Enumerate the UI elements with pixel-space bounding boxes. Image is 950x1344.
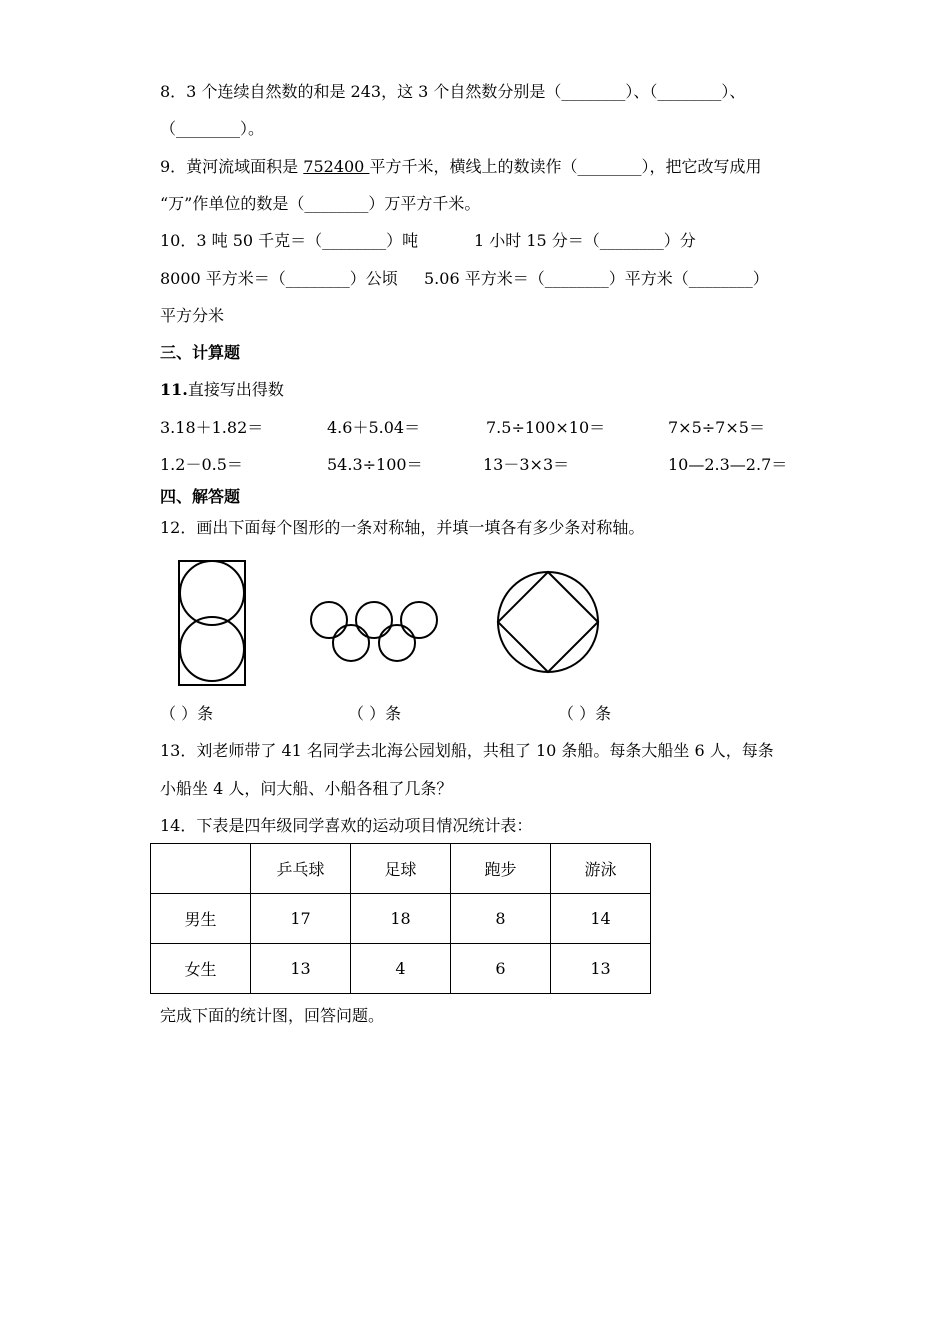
table-cell: 4	[351, 944, 451, 994]
figure-rectangle	[179, 561, 245, 685]
figure-circle-square	[494, 568, 602, 676]
table-header-cell: 乒乓球	[251, 844, 351, 894]
row-label: 女生	[151, 944, 251, 994]
calc-item: 7.5÷100×10＝	[486, 418, 606, 437]
figure-rect-circles	[175, 557, 253, 689]
table-header-cell: 跑步	[451, 844, 551, 894]
q9-number: 752400	[303, 157, 370, 176]
ring-4	[333, 625, 369, 661]
calc-item: 7×5÷7×5＝	[668, 418, 765, 437]
table-cell: 14	[551, 894, 651, 944]
calc-item: 10—2.3—2.7＝	[668, 455, 788, 474]
q11-num: 11.	[160, 380, 188, 399]
figure-circle-bottom	[180, 617, 244, 681]
table-header-cell: 足球	[351, 844, 451, 894]
q10-c: 8000 平方米＝（________）公顷	[160, 269, 398, 288]
q9-pre: 9．黄河流域面积是	[160, 157, 304, 176]
table-row	[151, 944, 651, 994]
section3-heading: 三、计算题	[160, 343, 241, 362]
q10-b: 1 小时 15 分＝（________）分	[474, 231, 696, 250]
figure-outer-circle	[498, 572, 598, 672]
q10-a: 10．3 吨 50 千克＝（________）吨	[160, 231, 419, 250]
table-cell: 17	[251, 894, 351, 944]
table-cell: 18	[351, 894, 451, 944]
ring-3	[401, 602, 437, 638]
table-cell: 6	[451, 944, 551, 994]
q14-after: 完成下面的统计图，回答问题。	[160, 1006, 385, 1025]
ring-5	[379, 625, 415, 661]
q11-heading	[160, 380, 284, 400]
section4-heading: 四、解答题	[160, 487, 241, 506]
q11-title: 直接写出得数	[187, 380, 284, 399]
table-cell: 13	[551, 944, 651, 994]
row-label: 男生	[151, 894, 251, 944]
q12-blank-2: （ ）条	[348, 704, 402, 723]
figure-circle-top	[180, 561, 244, 625]
table-header-cell: 游泳	[551, 844, 651, 894]
sports-stats-table	[150, 843, 651, 994]
q12-text: 12．画出下面每个图形的一条对称轴，并填一填各有多少条对称轴。	[160, 518, 645, 537]
calc-item: 4.6＋5.04＝	[327, 418, 421, 437]
table-header-row	[151, 844, 651, 894]
table-cell: 8	[451, 894, 551, 944]
q8-line2: （________）。	[160, 119, 265, 138]
calc-item: 54.3÷100＝	[327, 455, 423, 474]
table-row	[151, 894, 651, 944]
q13-line1: 13．刘老师带了 41 名同学去北海公园划船，共租了 10 条船。每条大船坐 6 人，每条	[160, 741, 774, 760]
q14-text: 14．下表是四年级同学喜欢的运动项目情况统计表：	[160, 816, 533, 835]
q9-post: 平方千米，横线上的数读作（________），把它改写成用	[369, 157, 762, 176]
q12-blank-1: （ ）条	[160, 704, 214, 723]
calc-item: 3.18＋1.82＝	[160, 418, 264, 437]
calc-item: 13－3×3＝	[483, 455, 570, 474]
figure-five-rings	[308, 598, 442, 666]
calc-item: 1.2－0.5＝	[160, 455, 243, 474]
q9-line2: “万”作单位的数是（________）万平方千米。	[160, 194, 481, 213]
q13-line2: 小船坐 4 人，问大船、小船各租了几条？	[160, 779, 453, 798]
q12-blank-3: （ ）条	[558, 704, 612, 723]
q9-line1	[160, 157, 761, 177]
table-cell: 13	[251, 944, 351, 994]
q10-e: 平方分米	[160, 306, 225, 325]
q10-d: 5.06 平方米＝（________）平方米（________）	[424, 269, 769, 288]
ring-2	[356, 602, 392, 638]
ring-1	[311, 602, 347, 638]
q8-line1: 8．3 个连续自然数的和是 243，这 3 个自然数分别是（________）、（________）、	[160, 82, 746, 101]
table-header-cell	[151, 844, 251, 894]
